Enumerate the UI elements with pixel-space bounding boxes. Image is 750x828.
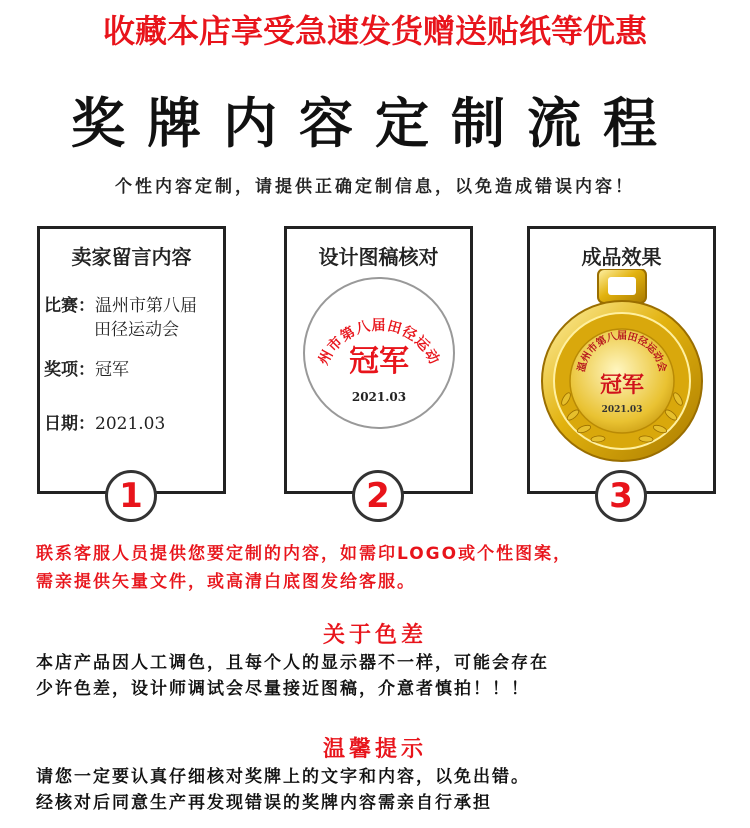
match-line2-row [94, 319, 179, 341]
step-2-badge: 2 [352, 470, 404, 522]
tips-title: 温馨提示 [322, 737, 427, 762]
design-proof-card [284, 226, 473, 494]
contact-note [36, 540, 736, 596]
page-subtitle: 个性内容定制，请提供正确定制信息，以免造成错误内容！ [115, 177, 635, 197]
match-row [44, 295, 197, 317]
finished-product-card [527, 226, 716, 494]
award-label: 奖项： [44, 360, 95, 380]
award-row [44, 359, 129, 381]
tips-line1: 请您一定要认真仔细核对奖牌上的文字和内容，以免出错。 [36, 767, 530, 787]
design-proof-stamp [303, 277, 455, 429]
color-diff-line2: 少许色差，设计师调试会尽量接近图稿，介意者慎拍！！！ [36, 679, 530, 699]
contact-note-line1: 联系客服人员提供您要定制的内容，如需印LOGO或个性图案， [36, 544, 573, 564]
match-line2: 田径运动会 [94, 320, 179, 340]
color-diff-text [36, 650, 736, 702]
contact-note-line2: 需亲提供矢量文件，或高清白底图发给客服。 [36, 572, 416, 592]
design-date-text: 2021.03 [351, 390, 407, 404]
promo-banner: 收藏本店享受急速发货赠送贴纸等优惠 [102, 12, 647, 50]
design-card-title: 设计图稿核对 [318, 245, 439, 269]
medal-arc-text: 温州市第八届田径运动会 [576, 331, 668, 374]
tips-text [36, 764, 736, 816]
result-card-title: 成品效果 [581, 245, 662, 269]
match-label: 比赛： [44, 296, 95, 316]
seller-card-title: 卖家留言内容 [71, 245, 192, 269]
color-diff-line1: 本店产品因人工调色，且每个人的显示器不一样，可能会存在 [36, 653, 549, 673]
date-value: 2021.03 [95, 414, 166, 434]
tips-line2: 经核对后同意生产再发现错误的奖牌内容需亲自行承担 [36, 793, 492, 813]
gold-medal-image [536, 269, 708, 465]
medal-date-text: 2021.03 [601, 405, 643, 415]
color-diff-title: 关于色差 [322, 623, 427, 648]
date-label: 日期： [44, 414, 95, 434]
date-row [44, 413, 165, 435]
page-title: 奖牌内容定制流程 [71, 91, 679, 155]
medal-graphic [536, 269, 708, 465]
match-line1: 温州市第八届 [95, 296, 197, 316]
design-award-text: 冠军 [349, 344, 409, 379]
design-arc-text: 州市第八届田径运动 [315, 317, 443, 368]
seller-message-card [37, 226, 226, 494]
medal-hanger-slot [608, 277, 636, 295]
step-3-badge: 3 [595, 470, 647, 522]
step-1-badge: 1 [105, 470, 157, 522]
medal-award-text: 冠军 [599, 372, 645, 398]
design-stamp-graphic [305, 279, 453, 427]
award-value: 冠军 [95, 360, 129, 380]
